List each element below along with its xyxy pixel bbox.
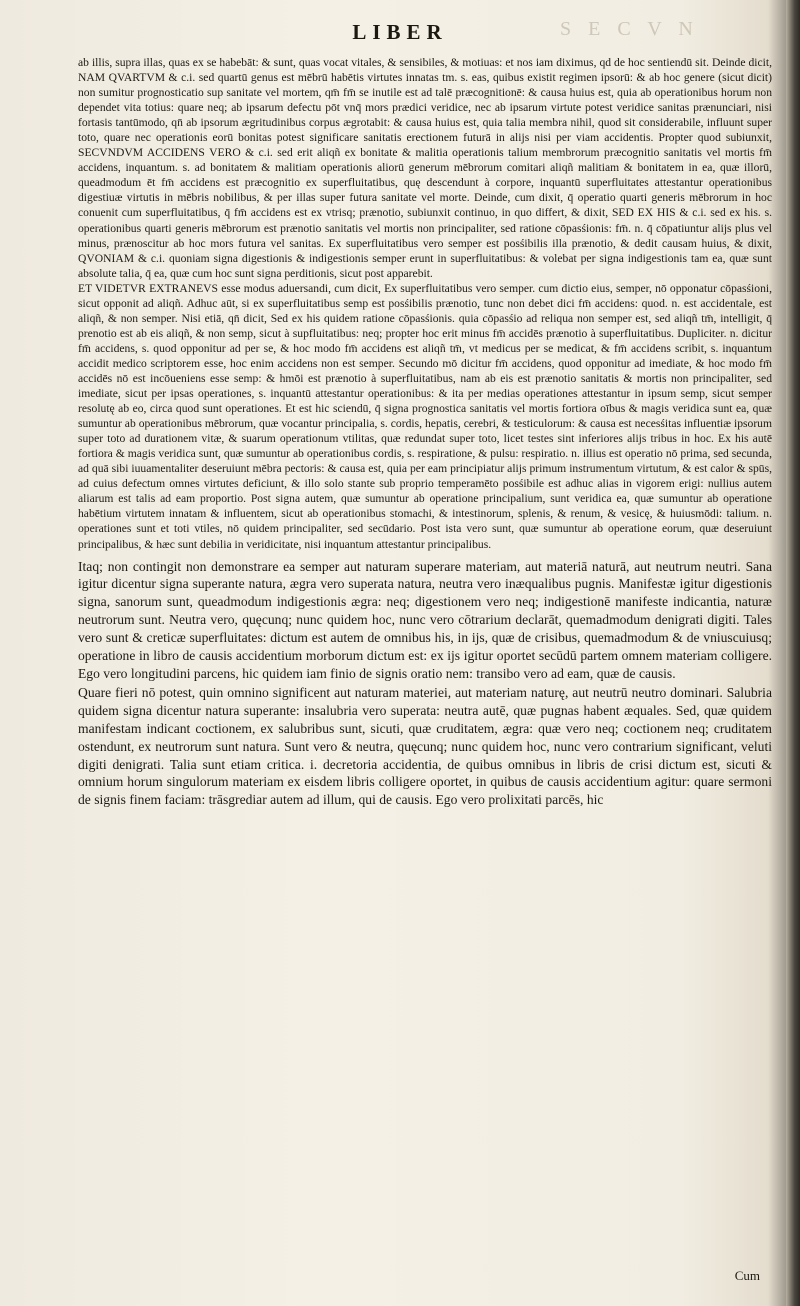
commentary-paragraph: ET VIDETVR EXTRANEVS esse modus aduersandi, cum dicit, Ex superfluitatibus vero semper. cum dictio eius, semper, nō opponatur cōpasśioni, sicut opponit ad aliqñ. Adhuc aūt, si ex superfluitatibus semp est posśibilis prænotio, tunc non debet dici fm̄ accidens: quod. n. est accidentale, est aliqñ, & non semper. Nisi etiā, qn̄ dicit, Sed ex his quidem ratione cōpasśionis. quia cōpasśio ad reliqua non semper est, sed aliqñ tm̄, intelligit, q̄ prenotio est ab eis aliqñ, & non semp, sicut à supfluitatibus: neq; propter hoc erit minus fm̄ accidēs prænotio à superfluitatibus. Dupliciter. n. dicitur fm̄ accidens, s. quod opponitur ad per se, & hoc modo fm̄ accidens est aliqñ tm̄, vt medicus per se medicat, & fm̄ accidens scribit, s. inquantum accidit medico scriptorem esse, hoc enim accidens non est semper. Secundo mō dicitur fm̄ accidens, quod opponitur ad imediate, & hoc modo fm̄ accidēs nō est incōueniens esse semp: & hmōi est prænotio à superfluitatibus, nam ab eis est prænotio sanitatis & mortis non principaliter, sed imediate, sicut per ipsas operationes, s. inquantū attestantur operationibus: & ita per medias operationes attestantur in ipsum semp, sicut semper resolutę ab eo, circa quod sunt operationes. Et est hic sciendū, q̄ signa prognostica sanitatis vel mortis fortiora oībus & magis veridica sunt ea, quæ sumuntur ab operationibus mēbrorum, quæ vocantur principalia, s. cordis, hepatis, cerebri, & testiculorum: & causa est necesśitas influentiæ ipsorum super toto ad durationem vitæ, & suarum operationum vtilitas, quæ redundat super toto, licet testes sint inferiores alijs tribus in hoc. Ex his autē fortiora & magis veridica sunt, quæ sumuntur ab operationibus cordis, s. respiratione, & pulsu: respiratio. n. illius est operatio nō prima, sed secunda, ad quā sibi iuuamentaliter deseruiunt mēbra pectoris: & causa est, quia per eam principiatur alijs primum instrumentum virtutum, & est calor & spūs, ad cuius defectum omnes virtutes deficiunt, & illo solo stante sub proprio temperamēto posśibile est adhuc alias in vigorem erigi: nullius autem aliarum est talis ad eam proportio. Post signa autem, quæ sumuntur ab operatione principalium, sunt veridica ea, quæ sumuntur ab operatione habētium virtutem innatam & influentem, sicut ab operationibus stomachi, & intestinorum, splenis, & renum, & vesicę, & huiusmōdi: talium. n. operationes sunt et toti vtiles, nō quidem principaliter, sed secūdario. Post ista vero sunt, quæ sumuntur ab operatione eorum, quæ deseruiunt principalibus, & hæc sunt debilia in veridicitate, nisi inquantum attestantur principalibus.: [78, 281, 772, 551]
commentary-paragraph: ab illis, supra illas, quas ex se habebāt: & sunt, quas vocat vitales, & sensibiles, & motiuas: et nos iam diximus, qd de hoc sentiendū sit. Deinde dicit, NAM QVARTVM & c.i. sed quartū genus est mēbrū habētis virtutes innatas tm. s. eas, quibus existit regimen ipsorū: & ab hoc genere (sicut dicit) non sumitur prognosticatio sup sanitate vel mortem, qm̄ fm̄ se inutile est ad talē præcognitionē: & causa huius est, quia ab operationibus horum non dependet vita totius: quare neq; ab ipsarum defectu pōt vnq̄ mors prædici veridice, nec ab ipsarum virtute potest veridice sanitas prænunciari, nisi fortasis tantūmodo, qn̄ ab ipsorum ægritudinibus corpus ægrotabit: & causa huius est, quia talia membra nihil, quod sit considerabile, influunt super toto, quare nec operationis eorū bonitas potest significare sanitatis erectionem futurā in alijs nisi per viam accidentis. Propter quod subiunxit, SECVNDVM ACCIDENS VERO & c.i. sed erit aliqñ ex bonitate & malitia operationis talium membrorum præcognitio sanitatis vel mortis fm̄ accidens, inquantum. s. ad bonitatem & malitiam operationis aliorū generum mēbrorum comitari aliqñ malitiam & bonitatem in ea, quæ illorū, queadmodum ēt fm̄ accidens est præcognitio ex superfluitatibus, quę descendunt à corpore, inquantū superfluitates attestantur operationibus digestiuæ virtutis in mēbris nobilibus, & per illas super futura sanitate vel morte. Deinde, cum dixit, q̄ operatio quarti generis mēbrorum in hoc conuenit cum superfluitatibus, q̄ fm̄ accidens est ex vtrisq; prænotio, subiunxit continuo, in quo differt, & dixit, SED EX HIS & c.i. sed ex his. s. operationibus quarti generis mēbrorum est prænotio sanitatis vel mortis non principaliter, sed ratione cōpasśionis: fm̄. n. q̄ cōpatiuntur alijs plus vel minus, prænoscitur ab hoc mors futura vel sanitas. Ex superfluitatibus vero semper est posśibilis illa prænotio, & dedit causam huius, & dixit, QVONIAM & c.i. quoniam signa digestionis & indigestionis semper erunt in superfluitatibus: & volebat per signa indigestionis tam ea, quæ sunt absolute talia, q̄ ea, quæ cum hoc sunt signa perditionis, sicut post apparebit.: [78, 56, 772, 280]
catchword: Cum: [734, 1268, 760, 1283]
main-text-paragraph: Itaq; non contingit non demonstrare ea semper aut naturam superare materiam, aut materiā naturā, aut neutrum neutri. Sana igitur dicentur signa superante natura, ægra vero superata natura, neutra vero inæqualibus pugnis. Manifestæ igitur digestionis signa, sanorum sunt, queadmodum indigestionis ægra: neq; digestionem vero neq; indigestionē manifeste indicantia, naturæ neutrorum sunt. Neutra vero, quęcunq; nunc quidem hoc, nunc vero cōtrarium declarāt, quemadmodum denigrati digiti. Tales vero sunt & creticæ superfluitates: dictum est autem de omnibus his, in ijs, quæ de crisibus, quemadmodum & de vniuscuiusq; operatione in libro de causis accidentium morborum dictum est: ex ijs igitur oportet secūdū partem omnem materiam colligere. Ego vero longitudini parcens, hic quidem iam finio de signis oratio nem: transibo vero ad eam, quæ de causis.: [78, 558, 772, 681]
show-through-heading: S E C V N: [560, 18, 699, 40]
running-head: LIBER: [352, 20, 448, 44]
main-text-paragraph: Quare fieri nō potest, quin omnino significent aut naturam materiei, aut materiam naturę, aut neutrū neutro dominari. Salubria quidem signa dicentur natura superante: insalubria vero superata: neutra autē, quæ pugnas habent æquales. Sed, quæ quidem manifestam indicant coctionem, ex salubribus sunt, sicuti, quæ cruditatem, ægra: quæ vero neq; coctionem neq; cruditatem ostendunt, ex neutrorum sunt natura. Sunt vero & neutra, quęcunq; nunc quidem hoc, nunc vero contrarium significant, veluti digiti denigrati. Talia sunt etiam critica. i. decretoria accidentia, de quibus omnibus in libris de crisi dictum est, sicuti & omnium horum singulorum materiam ex eisdem libris colligere oportet, in quibus de causis accidentium agitur: quare sermoni de signis finem faciam: trāsgrediar autem ad illum, qui de causis. Ego vero prolixitati parcēs, hic: [78, 684, 772, 808]
text-block: [78, 55, 772, 809]
page-edge-shadow: [786, 0, 800, 1306]
